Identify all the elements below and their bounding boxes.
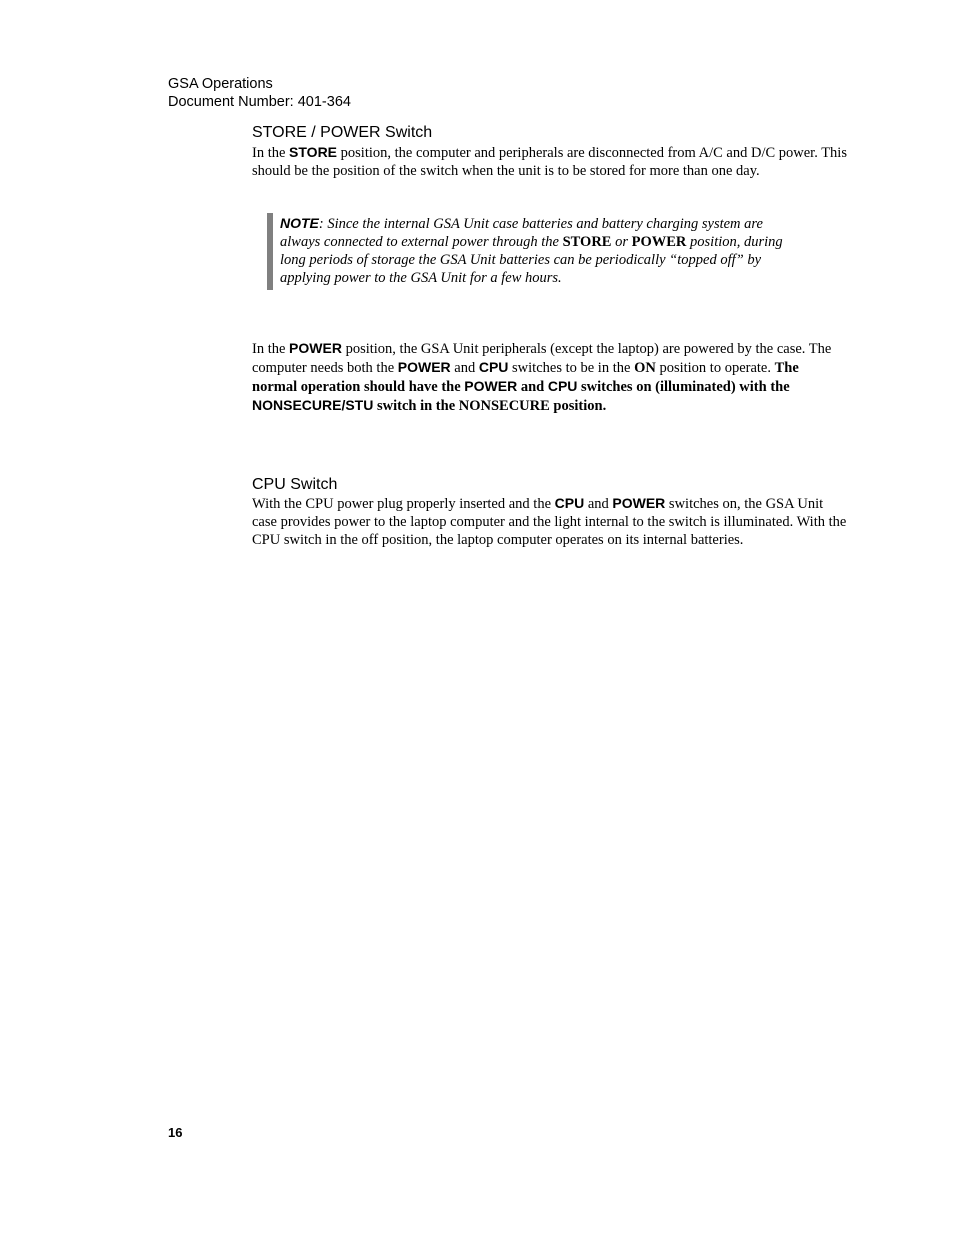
header-document-number: Document Number: 401-364 — [168, 94, 351, 110]
note-text — [280, 214, 790, 287]
bold-text-run: The normal operation should have the — [252, 360, 799, 395]
text-run: position to operate. — [655, 360, 775, 376]
cpu-switch-heading: CPU Switch — [252, 476, 338, 493]
bold-text-run: switch in the NONSECURE position. — [373, 398, 607, 414]
power-keyword: POWER — [397, 359, 451, 375]
text-run: switches on, the GSA Unit case provides power to the laptop computer and the light internal to the switch is illuminated. With the CPU switch in the off position, the laptop computer operates on its internal batteries. — [252, 496, 847, 548]
cpu-keyword: CPU — [554, 495, 585, 511]
note-callout — [267, 213, 787, 290]
bold-text-run: and — [517, 379, 548, 395]
power-keyword: POWER — [289, 340, 342, 356]
bold-text-run: switches on (illuminated) with the — [577, 379, 790, 395]
text-run: switches to be in the — [508, 360, 635, 376]
power-position-paragraph — [252, 339, 847, 415]
text-run: In the — [252, 145, 290, 161]
text-run: position, during long periods of storage the GSA Unit batteries can be periodically “topped off” by applying power to the GSA Unit for a few hours. — [280, 234, 783, 286]
text-run: position, the computer and peripherals are disconnected from A/C and D/C power. This should be the position of the switch when the unit is to be stored for more than one day. — [252, 145, 847, 179]
note-side-bar — [267, 213, 273, 290]
running-header — [168, 75, 351, 111]
power-keyword: POWER — [612, 495, 666, 511]
power-keyword: POWER — [631, 234, 687, 250]
page-number: 16 — [168, 1125, 183, 1140]
nonsecure-stu-keyword: NONSECURE/STU — [252, 397, 374, 413]
text-run: In the — [252, 341, 290, 357]
store-power-switch-heading: STORE / POWER Switch — [252, 124, 433, 141]
text-run: With the CPU power plug properly inserted and the — [252, 496, 555, 512]
store-position-paragraph — [252, 143, 847, 180]
cpu-keyword: CPU — [547, 378, 578, 394]
header-title: GSA Operations — [168, 76, 273, 92]
text-run: or — [611, 234, 632, 250]
text-run: : Since the internal GSA Unit case batteries and battery charging system are always connected to external power through the — [280, 216, 763, 250]
text-run: and — [584, 496, 613, 512]
text-run: and — [450, 360, 479, 376]
cpu-switch-paragraph — [252, 494, 847, 549]
store-keyword: STORE — [562, 234, 612, 250]
power-keyword: POWER — [464, 378, 518, 394]
text-run: position, the GSA Unit peripherals (except the laptop) are powered by the case. The computer needs both the — [252, 341, 832, 376]
store-keyword: STORE — [289, 144, 338, 160]
note-label: NOTE — [280, 215, 319, 231]
cpu-keyword: CPU — [478, 359, 509, 375]
on-keyword: ON — [634, 360, 656, 376]
